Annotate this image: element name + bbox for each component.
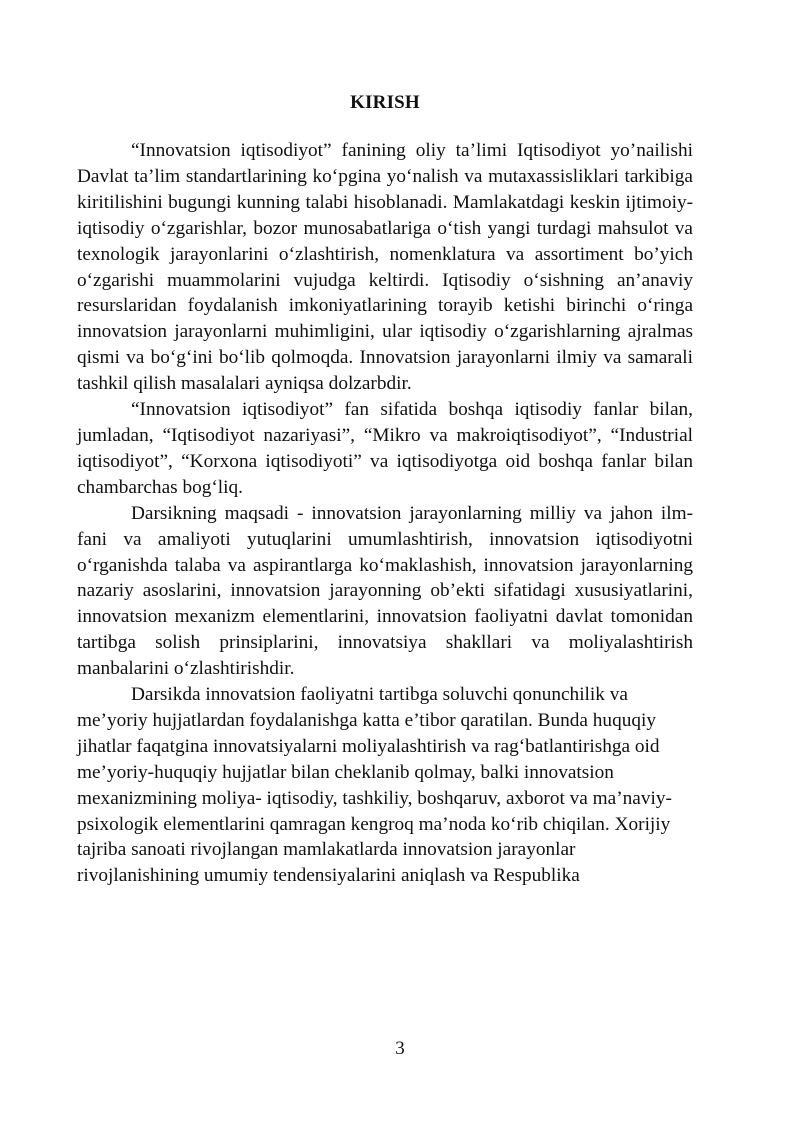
paragraph-related-subjects: “Innovatsion iqtisodiyot” fan sifatida boshqa iqtisodiy fanlar bilan, jumladan, “Iqtisodiyot nazariyasi”, “Mikro va makroiqtisodiyot”, “Industrial iqtisodiyot”, “Korxona iqtisodiyoti” va iqtisodiyotga oid boshqa fanlar bilan chambarchas bog‘liq. [77,399,693,498]
page-number: 3 [395,1038,405,1059]
paragraph-intro: “Innovatsion iqtisodiyot” fanining oliy ta’limi Iqtisodiyot yo’nailishi Davlat ta’lim standartlarining ko‘pgina yo‘nalish va mutaxassisliklari tarkibiga kiritilishini bugungi kunning talabi hisoblanadi. Mamlakatdagi keskin ijtimoiy-iqtisodiy o‘zgarishlar, bozor munosabatlariga o‘tish yangi turdagi mahsulot va texnologik jarayonlarini o‘zlashtirish, nomenklatura va assortiment bo’yich o‘zgarishi muammolarini vujudga keltirdi. Iqtisodiy o‘sishning an’anaviy resurslaridan foydalanish imkoniyatlarining torayib ketishi birinchi o‘ringa innovatsion jarayonlarni muhimligini, ular iqtisodiy o‘zgarishlarning ajralmas qismi va bo‘g‘ini bo‘lib qolmoqda. Innovatsion jarayonlarni ilmiy va samarali tashkil qilish masalalari ayniqsa dolzarbdir. [77,140,693,395]
page-title: KIRISH [350,92,420,113]
paragraph-textbook-goal: Darsikning maqsadi - innovatsion jarayonlarning milliy va jahon ilm-fani va amaliyoti yutuqlarini umumlashtirish, innovatsion iqtisodiyotni o‘rganishda talaba va aspirantlarga ko‘maklashish, innovatsion jarayonlarning nazariy asoslarini, innovatsion jarayonning ob’ekti sifatidagi xususiyatlarini, innovatsion mexanizm elementlarini, innovatsion faoliyatni davlat tomonidan tartibga solish prinsiplarini, innovatsiya shakllari va moliyalashtirish manbalarini o‘zlashtirishdir. [77,502,693,680]
page-body [77,88,693,889]
paragraph-legal-framework: Darsikda innovatsion faoliyatni tartibga soluvchi qonunchilik va me’yoriy hujjatlardan foydalanishga katta e’tibor qaratilan. Bunda huquqiy jihatlar faqatgina innovatsiyalarni moliyalashtirish va rag‘batlantirishga oid me’yoriy-huquqiy hujjatlar bilan cheklanib qolmay, balki innovatsion mexanizmining moliya- iqtisodiy, tashkiliy, boshqaruv, axborot va ma’naviy-psixologik elementlarini qamragan kengroq ma’noda ko‘rib chiqilan. Xorijiy tajriba sanoati rivojlangan mamlakatlarda innovatsion jarayonlar rivojlanishining umumiy tendensiyalarini aniqlash va Respublika [77,684,672,887]
